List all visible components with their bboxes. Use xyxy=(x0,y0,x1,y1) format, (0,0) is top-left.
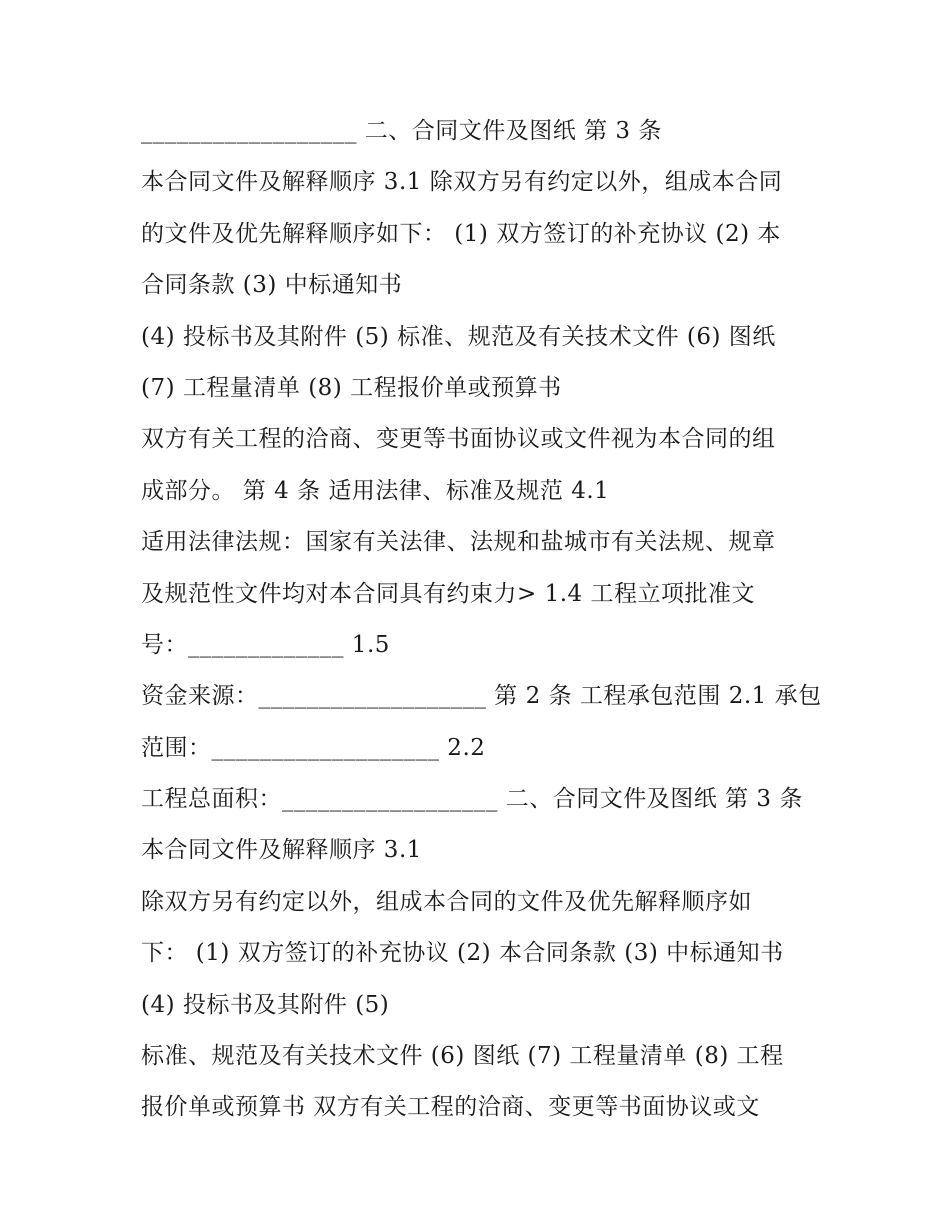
text-line: (4) 投标书及其附件 (5) 标准、规范及有关技术文件 (6) 图纸 xyxy=(141,323,776,350)
text-line: 成部分。 第 4 条 适用法律、标准及规范 4.1 xyxy=(141,477,610,504)
text-line: __________________ 二、合同文件及图纸 第 3 条 xyxy=(141,118,662,144)
text-line: 报价单或预算书 双方有关工程的洽商、变更等书面协议或文 xyxy=(141,1094,760,1121)
text-line: 范围：___________________ 2.2 xyxy=(141,734,486,761)
text-line: 适用法律法规：国家有关法律、法规和盐城市有关法规、规章 xyxy=(141,529,776,556)
text-line: 工程总面积：__________________ 二、合同文件及图纸 第 3 条 xyxy=(141,786,803,813)
text-line: 双方有关工程的洽商、变更等书面协议或文件视为本合同的组 xyxy=(141,426,776,453)
text-line: 本合同文件及解释顺序 3.1 xyxy=(141,837,422,864)
text-line: 及规范性文件均对本合同具有约束力> 1.4 工程立项批准文 xyxy=(141,580,755,607)
text-line: (4) 投标书及其附件 (5) xyxy=(141,991,390,1018)
text-line: 合同条款 (3) 中标通知书 xyxy=(141,272,403,299)
text-line: 资金来源：___________________ 第 2 条 工程承包范围 2.1 承包 xyxy=(141,683,822,710)
text-line: 本合同文件及解释顺序 3.1 除双方另有约定以外，组成本合同 xyxy=(141,169,783,196)
text-line: 的文件及优先解释顺序如下： (1) 双方签订的补充协议 (2) 本 xyxy=(141,220,781,247)
text-line: 标准、规范及有关技术文件 (6) 图纸 (7) 工程量清单 (8) 工程 xyxy=(141,1043,784,1070)
document-body xyxy=(141,110,821,1138)
text-line: 除双方另有约定以外，组成本合同的文件及优先解释顺序如 xyxy=(141,888,752,915)
text-line: 号：_____________ 1.5 xyxy=(141,631,390,658)
text-line: 下： (1) 双方签订的补充协议 (2) 本合同条款 (3) 中标通知书 xyxy=(141,940,784,967)
text-line: (7) 工程量清单 (8) 工程报价单或预算书 xyxy=(141,374,562,401)
